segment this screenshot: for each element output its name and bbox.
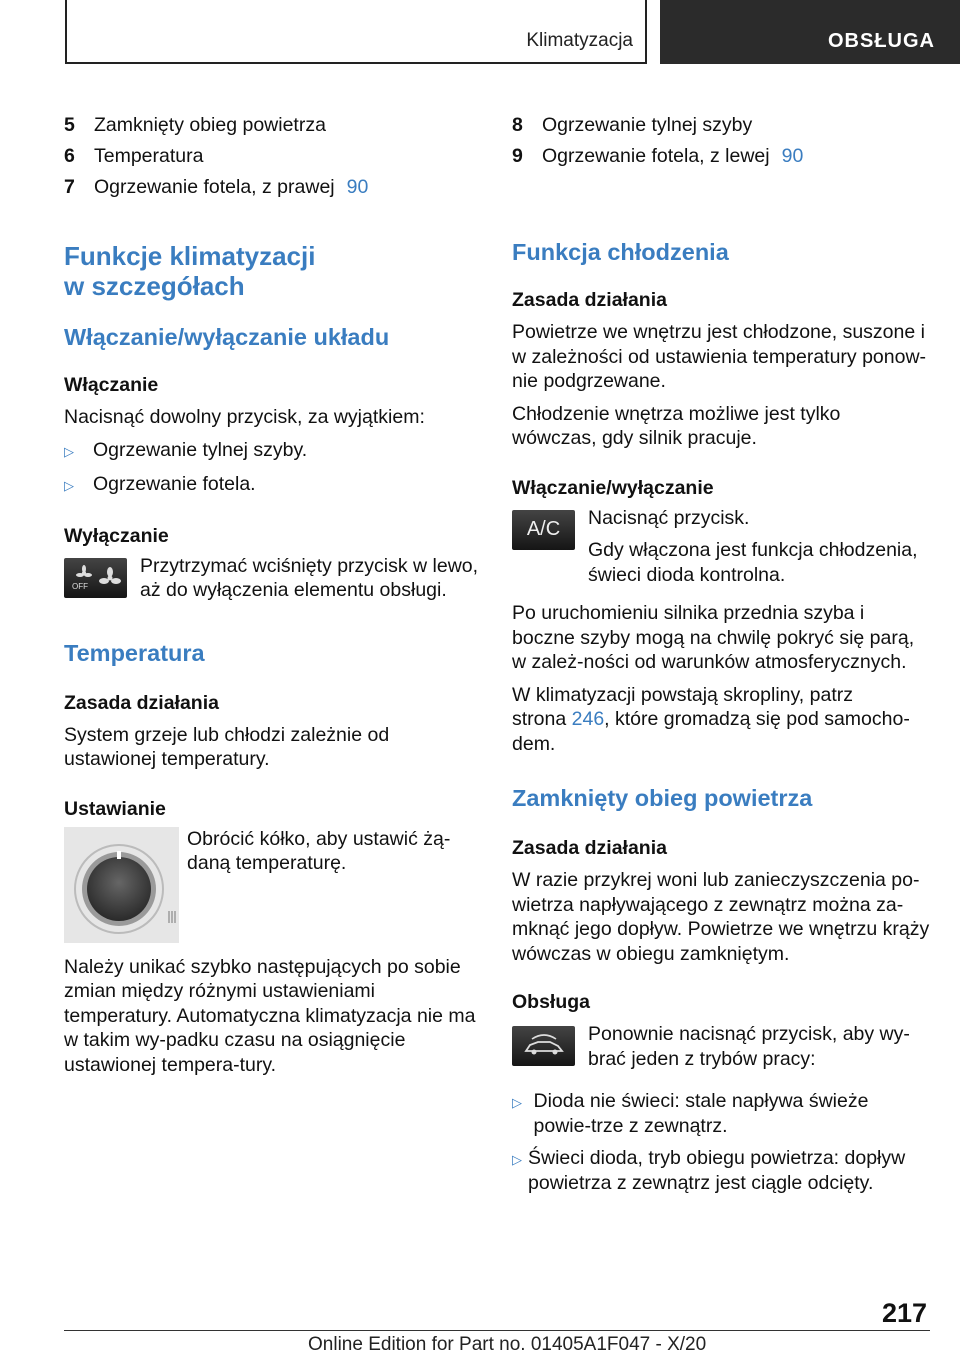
section-heading: Funkcja chłodzenia	[512, 239, 729, 265]
paragraph: Po uruchomieniu silnika przednia szyba i boczne szyby mogą na chwilę pokryć się parą, w zależ-ności od warunków atmosferycznych.	[512, 602, 915, 673]
legend-item	[64, 172, 479, 203]
legend-text: Temperatura	[94, 145, 204, 167]
setting-instruction	[64, 827, 479, 943]
page-reference-link[interactable]: 246	[571, 708, 605, 730]
paragraph-title: Zasada działania	[64, 691, 219, 714]
footer-edition: Online Edition for Part no. 01405A1F047 - X/20	[308, 1334, 707, 1355]
paragraph: Należy unikać szybko następujących po sobie zmian między różnymi ustawieniami temperatury. Automatyczna klimatyzacja nie ma w takim wy-padku czasu na osiągnięcie ustawionej tempera-tury.	[64, 955, 476, 1076]
triangle-bullet-icon: ▷	[512, 1152, 522, 1167]
triangle-bullet-icon: ▷	[64, 478, 74, 493]
bullet-text: Ogrzewanie fotela.	[93, 473, 256, 495]
fan-off-button-icon	[64, 558, 127, 598]
paragraph: Nacisnąć dowolny przycisk, za wyjątkiem:	[64, 406, 425, 428]
left-column	[64, 110, 479, 1077]
paragraph-title: Obsługa	[512, 991, 591, 1013]
paragraph: Nacisnąć przycisk.	[588, 506, 750, 529]
paragraph: Ponownie nacisnąć przycisk, aby wy-brać jeden z trybów pracy:	[588, 1023, 910, 1070]
recirculation-instruction	[512, 1022, 930, 1071]
paragraph-title: Zasada działania	[512, 289, 667, 311]
bullet-item	[64, 472, 479, 499]
paragraph: Gdy włączona jest funkcja chłodzenia, świeci dioda kontrolna.	[588, 539, 918, 586]
bullet-text: Ogrzewanie tylnej szyby.	[93, 438, 308, 461]
legend-number: 8	[512, 114, 523, 136]
right-column	[512, 110, 930, 1195]
bullet-item	[512, 1089, 930, 1138]
legend-item	[512, 141, 930, 172]
legend-item	[64, 110, 479, 141]
bullet-text: Świeci dioda, tryb obiegu powietrza: dopływ powietrza z zewnątrz jest ciągle odcięty.	[528, 1147, 906, 1194]
legend-number: 5	[64, 114, 75, 136]
section-title: Klimatyzacja	[526, 30, 633, 51]
bullet-item	[64, 438, 479, 465]
paragraph-title: Wyłączanie	[64, 524, 169, 547]
legend-text: Ogrzewanie tylnej szyby	[542, 114, 753, 136]
paragraph	[512, 683, 930, 757]
paragraph-title: Włączanie/wyłączanie	[512, 476, 714, 499]
subsection-heading: Temperatura	[64, 639, 205, 666]
legend-item	[512, 110, 930, 141]
footer-divider	[64, 1330, 930, 1331]
page-number: 217	[881, 1298, 927, 1328]
ac-button-icon: A/C	[512, 510, 575, 550]
paragraph: W razie przykrej woni lub zanieczyszczenia po-wietrza napływającego z zewnątrz można za-mknąć jego dopływ. Powietrze we wnętrzu krąży wówczas w obiegu zamkniętym.	[512, 869, 930, 965]
subsection-heading: Włączanie/wyłączanie układu	[64, 324, 390, 350]
off-instruction	[64, 554, 479, 603]
paragraph-title: Zasada działania	[512, 837, 667, 859]
paragraph: Chłodzenie wnętrza możliwe jest tylko wówczas, gdy silnik pracuje.	[512, 402, 841, 449]
legend-item	[64, 141, 479, 172]
triangle-bullet-icon: ▷	[64, 443, 74, 459]
subsection-heading: Zamknięty obieg powietrza	[512, 785, 813, 811]
paragraph: Powietrze we wnętrzu jest chłodzone, suszone i w zależności od ustawienia temperatury ponow-nie podgrzewane.	[512, 321, 927, 392]
paragraph: Obrócić kółko, aby ustawić żą- daną temperaturę.	[187, 827, 451, 874]
legend-number: 6	[64, 145, 75, 167]
page-reference-link[interactable]: 90	[346, 176, 369, 198]
paragraph: System grzeje lub chłodzi zależnie od ustawionej temperatury.	[64, 723, 390, 770]
chapter-tab[interactable]: OBSŁUGA	[660, 0, 960, 64]
ac-instruction	[512, 506, 930, 588]
recirculation-button-icon	[512, 1026, 575, 1066]
off-label: OFF	[71, 581, 88, 591]
bullet-item	[512, 1146, 930, 1195]
legend-number: 7	[64, 176, 75, 198]
legend-text: Zamknięty obieg powietrza	[94, 114, 326, 136]
page-reference-link[interactable]: 90	[781, 145, 804, 167]
header-frame	[65, 0, 647, 64]
temperature-knob-icon	[64, 827, 179, 943]
legend-number: 9	[512, 145, 523, 167]
paragraph-text: W klimatyzacji powstają skropliny, patrz strona	[512, 683, 853, 730]
paragraph-title: Włączanie	[64, 374, 159, 396]
section-heading: Funkcje klimatyzacji w szczegółach	[64, 241, 316, 301]
paragraph: Przytrzymać wciśnięty przycisk w lewo, aż do wyłączenia elementu obsługi.	[140, 554, 479, 601]
legend-text: Ogrzewanie fotela, z lewej	[542, 145, 770, 167]
paragraph-title: Ustawianie	[64, 797, 166, 820]
legend-text: Ogrzewanie fotela, z prawej	[94, 176, 335, 198]
triangle-bullet-icon: ▷	[512, 1095, 522, 1110]
bullet-text: Dioda nie świeci: stale napływa świeże powie-trze z zewnątrz.	[533, 1090, 869, 1137]
paragraph-text: , które gromadzą się pod samocho-dem.	[512, 708, 910, 755]
